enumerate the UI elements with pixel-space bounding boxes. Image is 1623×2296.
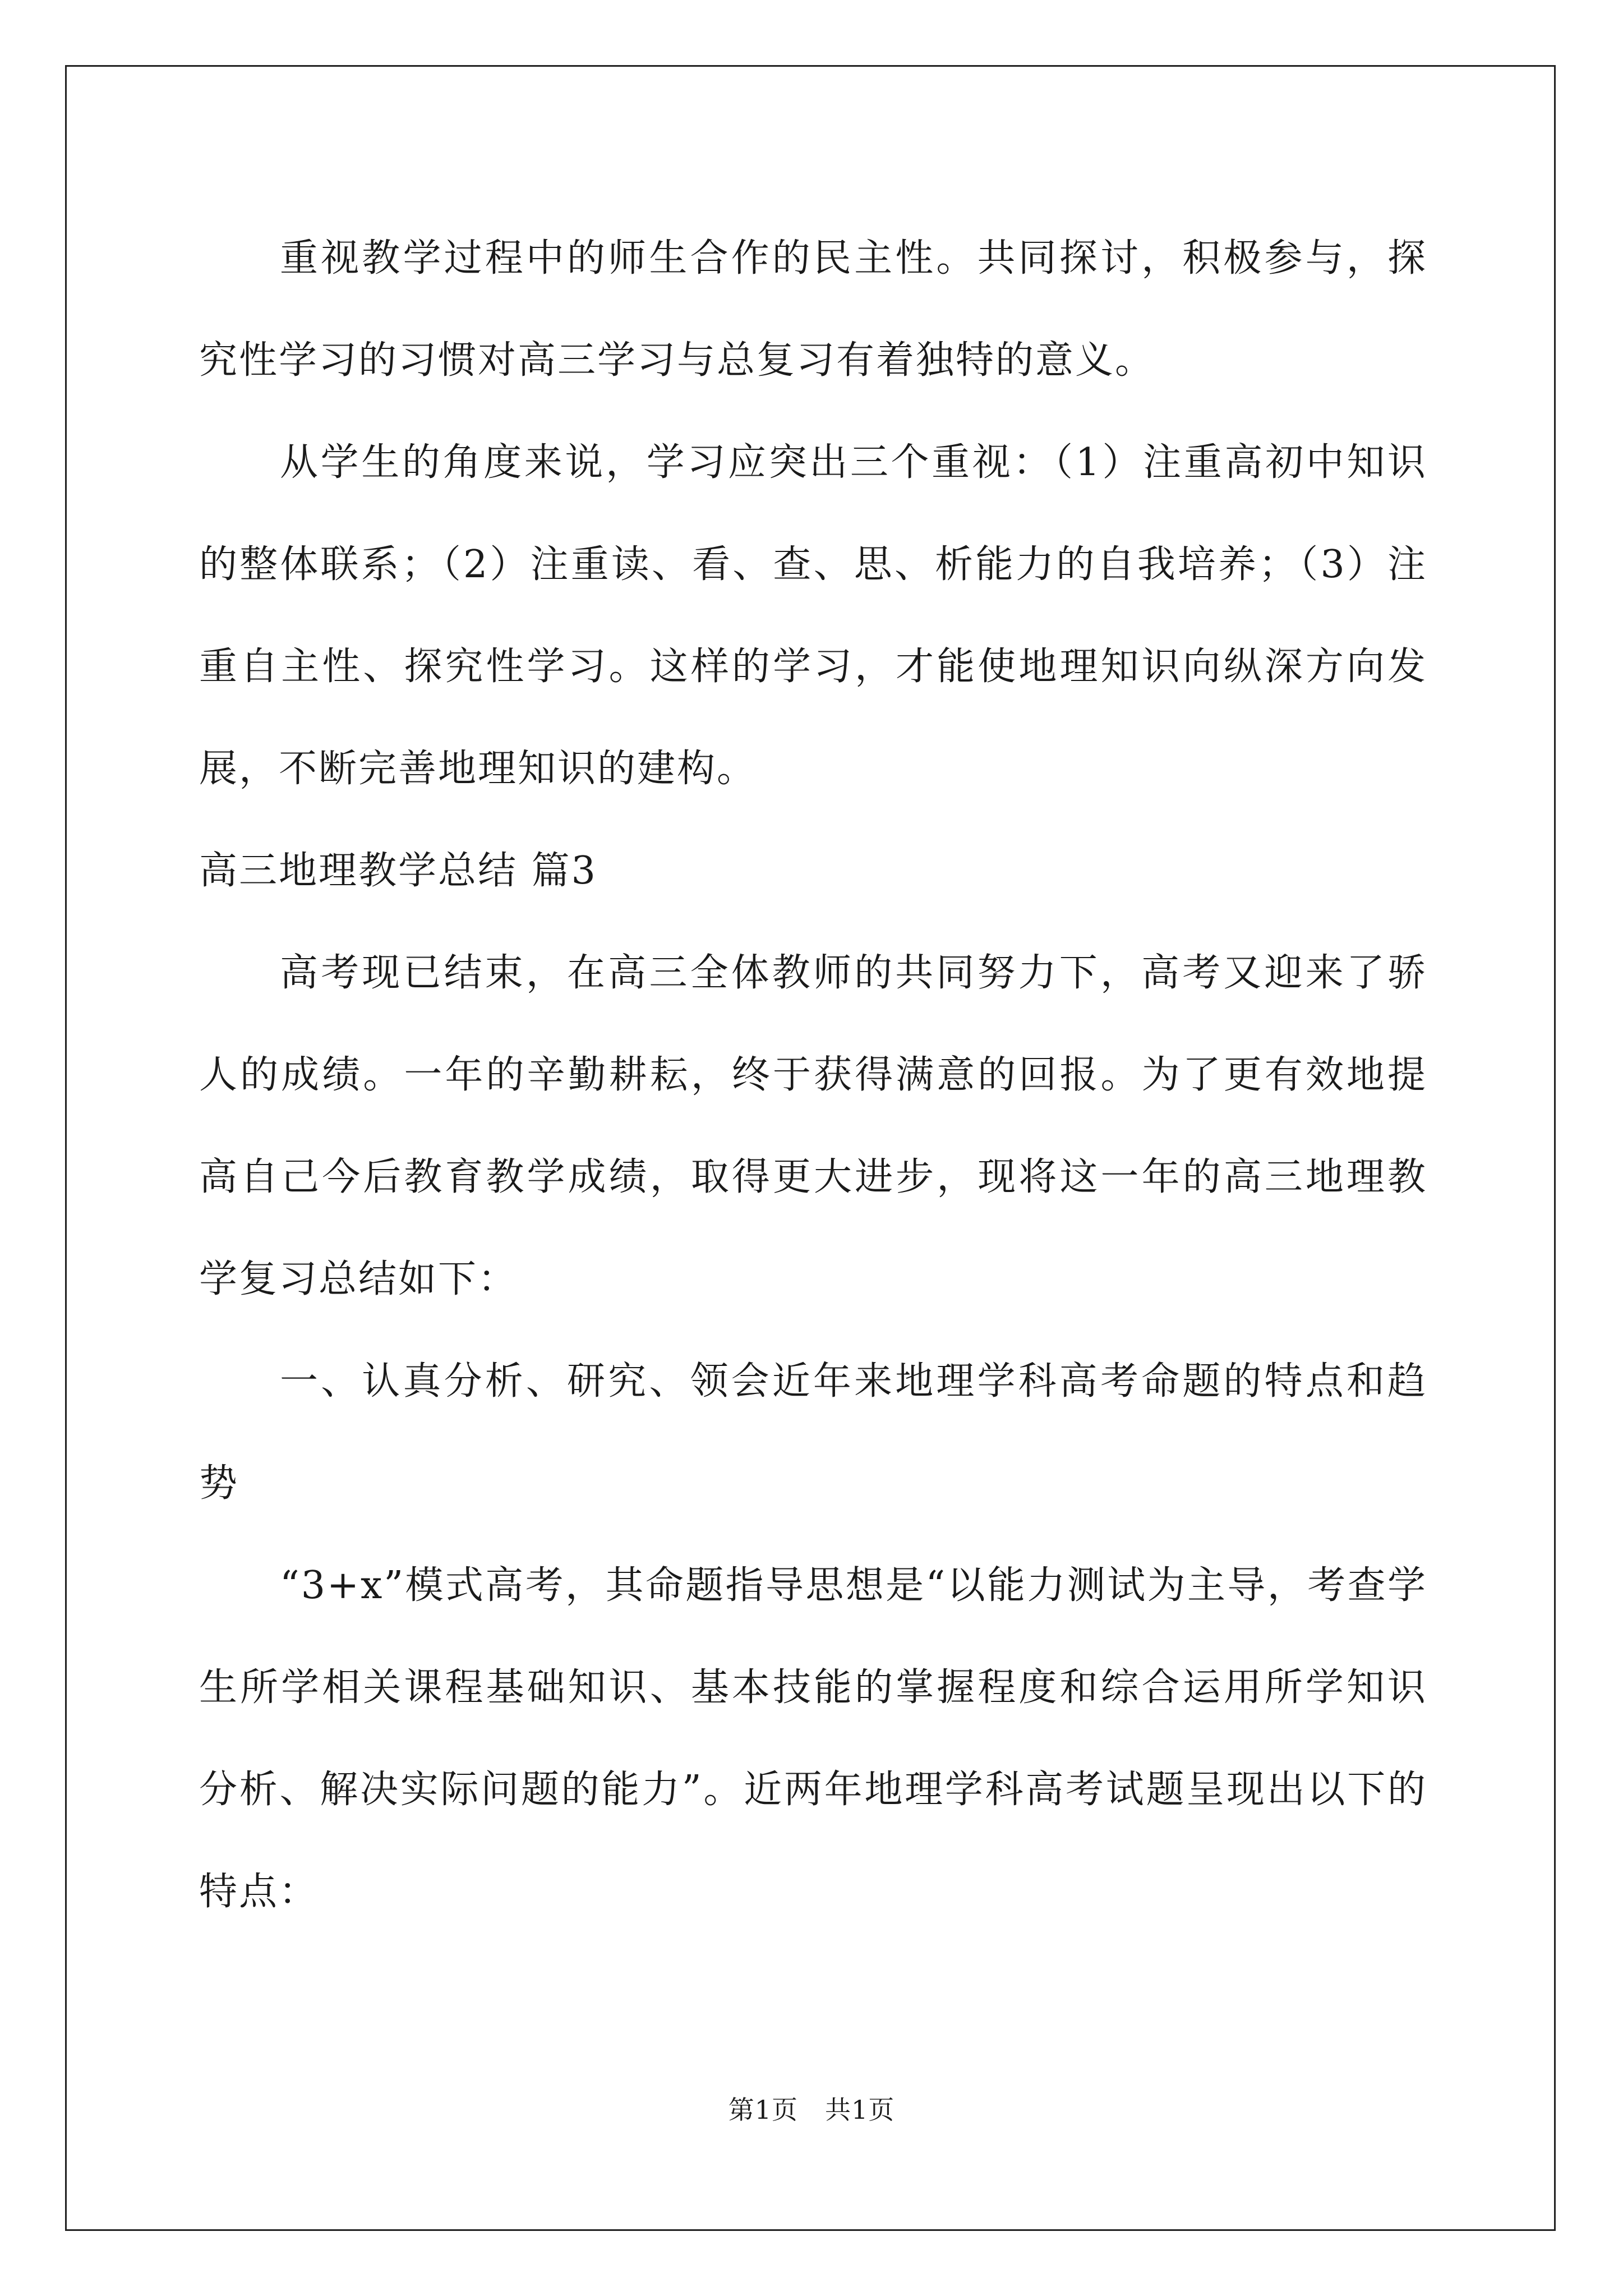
section-heading: 高三地理教学总结 篇3 <box>199 849 597 893</box>
document-body <box>199 208 1427 1943</box>
paragraph-2: 从学生的角度来说，学习应突出三个重视：（1）注重高初中知识的整体联系；（2）注重读、看、查、思、析能力的自我培养；（3）注重自主性、探究性学习。这样的学习，才能使地理知识向纵深方向发展，不断完善地理知识的建构。 <box>199 440 1427 791</box>
paragraph-4: 一、认真分析、研究、领会近年来地理学科高考命题的特点和趋势 <box>199 1359 1427 1506</box>
paragraph-1: 重视教学过程中的师生合作的民主性。共同探讨，积极参与，探究性学习的习惯对高三学习与总复习有着独特的意义。 <box>199 236 1427 383</box>
paragraph-3: 高考现已结束，在高三全体教师的共同努力下，高考又迎来了骄人的成绩。一年的辛勤耕耘，终于获得满意的回报。为了更有效地提高自己今后教育教学成绩，取得更大进步，现将这一年的高三地理教学复习总结如下： <box>199 951 1427 1301</box>
page-number: 第1页 <box>728 2095 798 2125</box>
paragraph-5: “3+x”模式高考，其命题指导思想是“以能力测试为主导，考查学生所学相关课程基础知识、基本技能的掌握程度和综合运用所学知识分析、解决实际问题的能力”。近两年地理学科高考试题呈现出以下的特点： <box>199 1563 1427 1914</box>
page-total: 共1页 <box>825 2095 895 2125</box>
page-footer <box>0 2090 1623 2127</box>
